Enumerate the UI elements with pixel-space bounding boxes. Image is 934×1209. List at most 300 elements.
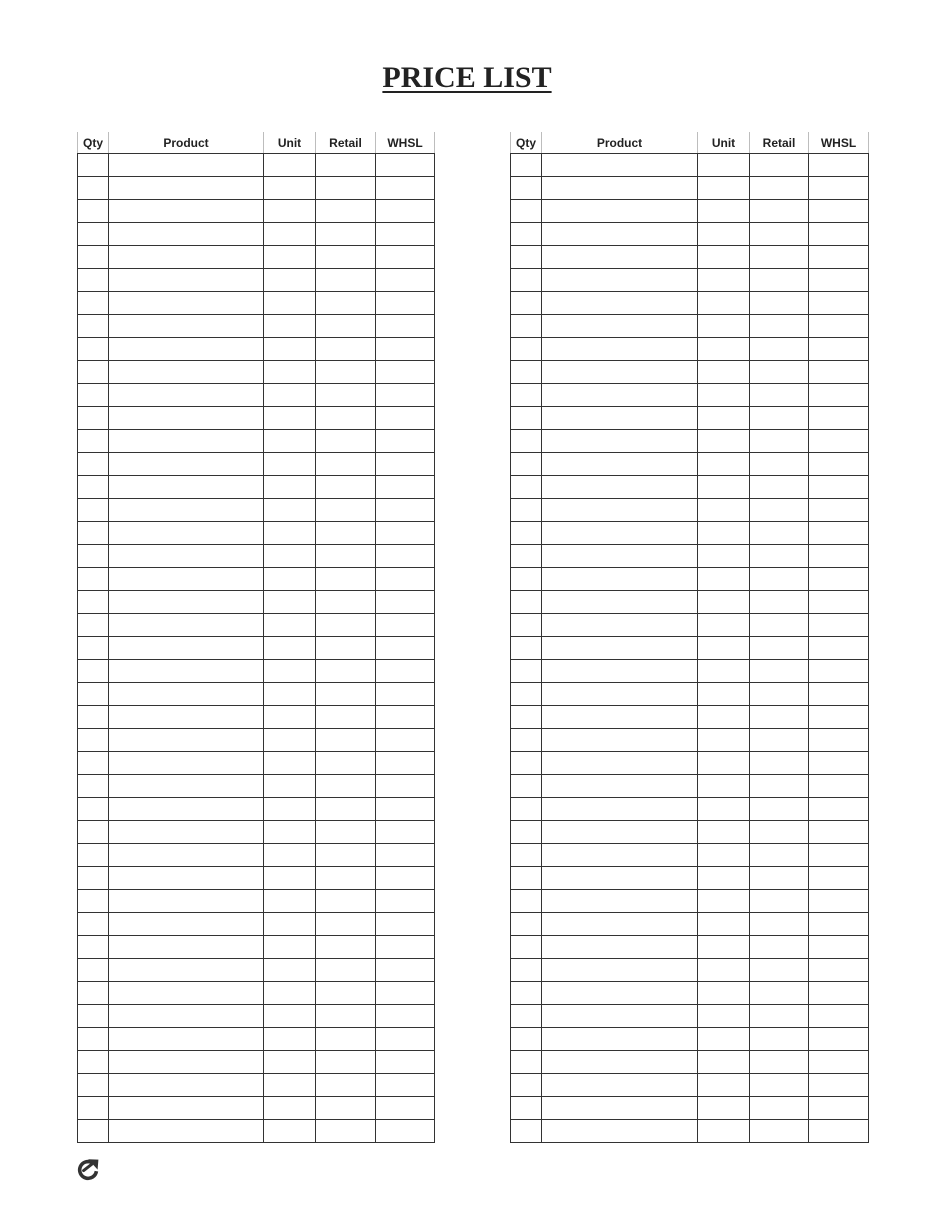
- table-row: [78, 683, 435, 706]
- unit-cell: [698, 407, 750, 430]
- whsl-cell: [376, 798, 435, 821]
- qty-cell: [78, 729, 109, 752]
- unit-cell: [698, 614, 750, 637]
- qty-cell: [78, 246, 109, 269]
- qty-cell: [78, 568, 109, 591]
- retail-cell: [750, 821, 809, 844]
- retail-cell: [316, 959, 376, 982]
- whsl-cell: [809, 936, 869, 959]
- whsl-cell: [376, 430, 435, 453]
- whsl-cell: [376, 959, 435, 982]
- unit-cell: [698, 591, 750, 614]
- unit-cell: [698, 315, 750, 338]
- qty-cell: [78, 476, 109, 499]
- retail-cell: [750, 890, 809, 913]
- table-row: [78, 637, 435, 660]
- column-header-whsl: WHSL: [809, 132, 869, 154]
- table-row: [511, 614, 869, 637]
- table-row: [511, 407, 869, 430]
- table-row: [78, 453, 435, 476]
- table-row: [78, 775, 435, 798]
- column-header-whsl: WHSL: [376, 132, 435, 154]
- product-cell: [109, 844, 264, 867]
- retail-cell: [750, 545, 809, 568]
- retail-cell: [750, 1120, 809, 1143]
- unit-cell: [264, 775, 316, 798]
- retail-cell: [316, 384, 376, 407]
- whsl-cell: [376, 706, 435, 729]
- retail-cell: [750, 660, 809, 683]
- retail-cell: [316, 890, 376, 913]
- unit-cell: [264, 614, 316, 637]
- price-table-right: [510, 132, 869, 1143]
- table-row: [511, 1120, 869, 1143]
- product-cell: [542, 246, 698, 269]
- whsl-cell: [809, 154, 869, 177]
- retail-cell: [750, 1097, 809, 1120]
- qty-cell: [78, 545, 109, 568]
- product-cell: [542, 315, 698, 338]
- product-cell: [542, 798, 698, 821]
- unit-cell: [264, 752, 316, 775]
- qty-cell: [511, 867, 542, 890]
- qty-cell: [511, 361, 542, 384]
- table-row: [511, 890, 869, 913]
- table-row: [78, 499, 435, 522]
- product-cell: [109, 798, 264, 821]
- whsl-cell: [809, 1120, 869, 1143]
- whsl-cell: [809, 384, 869, 407]
- product-cell: [109, 591, 264, 614]
- whsl-cell: [809, 913, 869, 936]
- whsl-cell: [809, 200, 869, 223]
- unit-cell: [264, 568, 316, 591]
- whsl-cell: [809, 315, 869, 338]
- qty-cell: [511, 982, 542, 1005]
- unit-cell: [264, 292, 316, 315]
- product-cell: [542, 177, 698, 200]
- product-cell: [109, 890, 264, 913]
- retail-cell: [316, 453, 376, 476]
- unit-cell: [264, 729, 316, 752]
- qty-cell: [78, 660, 109, 683]
- retail-cell: [316, 545, 376, 568]
- product-cell: [109, 637, 264, 660]
- column-header-retail: Retail: [316, 132, 376, 154]
- qty-cell: [511, 1005, 542, 1028]
- retail-cell: [750, 683, 809, 706]
- whsl-cell: [376, 1097, 435, 1120]
- table-row: [511, 683, 869, 706]
- whsl-cell: [376, 844, 435, 867]
- unit-cell: [264, 798, 316, 821]
- unit-cell: [698, 844, 750, 867]
- unit-cell: [264, 844, 316, 867]
- table-body-right: [511, 154, 869, 1143]
- product-cell: [542, 1005, 698, 1028]
- qty-cell: [511, 660, 542, 683]
- table-row: [78, 361, 435, 384]
- product-cell: [109, 660, 264, 683]
- whsl-cell: [809, 591, 869, 614]
- column-header-unit: Unit: [264, 132, 316, 154]
- product-cell: [542, 522, 698, 545]
- retail-cell: [750, 568, 809, 591]
- whsl-cell: [376, 338, 435, 361]
- product-cell: [542, 1097, 698, 1120]
- qty-cell: [78, 361, 109, 384]
- product-cell: [109, 545, 264, 568]
- qty-cell: [78, 821, 109, 844]
- table-row: [511, 982, 869, 1005]
- table-row: [511, 1051, 869, 1074]
- whsl-cell: [809, 752, 869, 775]
- unit-cell: [264, 637, 316, 660]
- product-cell: [109, 522, 264, 545]
- unit-cell: [698, 683, 750, 706]
- whsl-cell: [376, 982, 435, 1005]
- column-header-unit: Unit: [698, 132, 750, 154]
- whsl-cell: [809, 223, 869, 246]
- qty-cell: [78, 1028, 109, 1051]
- unit-cell: [698, 660, 750, 683]
- whsl-cell: [376, 614, 435, 637]
- unit-cell: [698, 959, 750, 982]
- whsl-cell: [809, 660, 869, 683]
- unit-cell: [698, 729, 750, 752]
- unit-cell: [264, 706, 316, 729]
- retail-cell: [316, 1051, 376, 1074]
- unit-cell: [698, 361, 750, 384]
- product-cell: [109, 1005, 264, 1028]
- qty-cell: [511, 453, 542, 476]
- product-cell: [109, 499, 264, 522]
- retail-cell: [750, 1051, 809, 1074]
- retail-cell: [316, 982, 376, 1005]
- retail-cell: [316, 775, 376, 798]
- qty-cell: [78, 1005, 109, 1028]
- product-cell: [542, 154, 698, 177]
- qty-cell: [78, 269, 109, 292]
- table-row: [78, 246, 435, 269]
- product-cell: [109, 407, 264, 430]
- qty-cell: [78, 775, 109, 798]
- unit-cell: [264, 683, 316, 706]
- retail-cell: [316, 499, 376, 522]
- retail-cell: [316, 752, 376, 775]
- table-row: [78, 200, 435, 223]
- qty-cell: [511, 1120, 542, 1143]
- table-row: [511, 591, 869, 614]
- qty-cell: [78, 1051, 109, 1074]
- qty-cell: [511, 1051, 542, 1074]
- product-cell: [109, 936, 264, 959]
- whsl-cell: [376, 200, 435, 223]
- table-row: [78, 292, 435, 315]
- qty-cell: [78, 1097, 109, 1120]
- retail-cell: [750, 1028, 809, 1051]
- retail-cell: [750, 982, 809, 1005]
- product-cell: [109, 913, 264, 936]
- unit-cell: [264, 821, 316, 844]
- table-row: [78, 154, 435, 177]
- column-header-qty: Qty: [78, 132, 109, 154]
- product-cell: [109, 1097, 264, 1120]
- retail-cell: [316, 315, 376, 338]
- product-cell: [109, 1051, 264, 1074]
- unit-cell: [698, 430, 750, 453]
- qty-cell: [511, 1097, 542, 1120]
- table-row: [511, 959, 869, 982]
- product-cell: [542, 913, 698, 936]
- whsl-cell: [809, 1097, 869, 1120]
- product-cell: [109, 453, 264, 476]
- product-cell: [542, 430, 698, 453]
- qty-cell: [78, 890, 109, 913]
- whsl-cell: [809, 683, 869, 706]
- qty-cell: [511, 1074, 542, 1097]
- table-row: [511, 798, 869, 821]
- retail-cell: [750, 384, 809, 407]
- whsl-cell: [809, 1005, 869, 1028]
- whsl-cell: [809, 821, 869, 844]
- header-row: [511, 132, 869, 154]
- product-cell: [542, 867, 698, 890]
- unit-cell: [698, 1074, 750, 1097]
- product-cell: [109, 177, 264, 200]
- product-cell: [542, 453, 698, 476]
- qty-cell: [78, 683, 109, 706]
- product-cell: [542, 637, 698, 660]
- unit-cell: [698, 821, 750, 844]
- table-row: [511, 729, 869, 752]
- qty-cell: [78, 591, 109, 614]
- unit-cell: [698, 706, 750, 729]
- unit-cell: [264, 1120, 316, 1143]
- refresh-arrow-logo-icon: [76, 1158, 100, 1182]
- retail-cell: [750, 361, 809, 384]
- qty-cell: [78, 1120, 109, 1143]
- whsl-cell: [376, 913, 435, 936]
- whsl-cell: [376, 1005, 435, 1028]
- qty-cell: [511, 568, 542, 591]
- unit-cell: [698, 453, 750, 476]
- table-row: [78, 338, 435, 361]
- retail-cell: [750, 177, 809, 200]
- table-row: [78, 315, 435, 338]
- retail-cell: [316, 729, 376, 752]
- table-row: [511, 476, 869, 499]
- product-cell: [542, 821, 698, 844]
- table-row: [78, 407, 435, 430]
- qty-cell: [511, 315, 542, 338]
- qty-cell: [78, 384, 109, 407]
- whsl-cell: [376, 1120, 435, 1143]
- retail-cell: [750, 1005, 809, 1028]
- retail-cell: [750, 476, 809, 499]
- qty-cell: [511, 591, 542, 614]
- product-cell: [542, 959, 698, 982]
- retail-cell: [750, 453, 809, 476]
- qty-cell: [511, 292, 542, 315]
- retail-cell: [316, 1005, 376, 1028]
- retail-cell: [316, 683, 376, 706]
- table-row: [511, 338, 869, 361]
- table-row: [78, 1074, 435, 1097]
- unit-cell: [264, 269, 316, 292]
- product-cell: [109, 384, 264, 407]
- unit-cell: [264, 223, 316, 246]
- retail-cell: [316, 821, 376, 844]
- retail-cell: [316, 430, 376, 453]
- unit-cell: [264, 660, 316, 683]
- product-cell: [542, 1074, 698, 1097]
- page-title: [0, 60, 934, 96]
- table-row: [78, 982, 435, 1005]
- table-row: [511, 269, 869, 292]
- retail-cell: [750, 637, 809, 660]
- whsl-cell: [376, 384, 435, 407]
- product-cell: [109, 982, 264, 1005]
- whsl-cell: [809, 867, 869, 890]
- retail-cell: [750, 591, 809, 614]
- retail-cell: [750, 706, 809, 729]
- qty-cell: [511, 269, 542, 292]
- product-cell: [109, 430, 264, 453]
- retail-cell: [316, 1074, 376, 1097]
- qty-cell: [511, 936, 542, 959]
- product-cell: [109, 200, 264, 223]
- unit-cell: [698, 223, 750, 246]
- retail-cell: [316, 1120, 376, 1143]
- retail-cell: [750, 959, 809, 982]
- unit-cell: [698, 499, 750, 522]
- table-row: [78, 430, 435, 453]
- table-row: [78, 1120, 435, 1143]
- unit-cell: [264, 890, 316, 913]
- whsl-cell: [809, 453, 869, 476]
- whsl-cell: [809, 798, 869, 821]
- product-cell: [109, 292, 264, 315]
- unit-cell: [264, 545, 316, 568]
- whsl-cell: [376, 453, 435, 476]
- table-row: [511, 936, 869, 959]
- retail-cell: [750, 292, 809, 315]
- whsl-cell: [809, 729, 869, 752]
- qty-cell: [78, 315, 109, 338]
- table-row: [78, 522, 435, 545]
- product-cell: [542, 1028, 698, 1051]
- unit-cell: [698, 1120, 750, 1143]
- whsl-cell: [376, 936, 435, 959]
- unit-cell: [698, 522, 750, 545]
- table-row: [511, 223, 869, 246]
- retail-cell: [750, 614, 809, 637]
- column-header-product: Product: [542, 132, 698, 154]
- qty-cell: [78, 453, 109, 476]
- product-cell: [109, 154, 264, 177]
- qty-cell: [78, 614, 109, 637]
- retail-cell: [316, 522, 376, 545]
- qty-cell: [78, 522, 109, 545]
- whsl-cell: [809, 614, 869, 637]
- qty-cell: [511, 752, 542, 775]
- retail-cell: [750, 499, 809, 522]
- table-row: [511, 867, 869, 890]
- qty-cell: [511, 614, 542, 637]
- product-cell: [542, 775, 698, 798]
- unit-cell: [698, 246, 750, 269]
- product-cell: [109, 568, 264, 591]
- retail-cell: [316, 614, 376, 637]
- unit-cell: [698, 269, 750, 292]
- table-row: [78, 1051, 435, 1074]
- unit-cell: [264, 453, 316, 476]
- retail-cell: [316, 200, 376, 223]
- retail-cell: [316, 706, 376, 729]
- retail-cell: [750, 223, 809, 246]
- whsl-cell: [809, 568, 869, 591]
- unit-cell: [264, 476, 316, 499]
- retail-cell: [316, 913, 376, 936]
- unit-cell: [698, 637, 750, 660]
- whsl-cell: [376, 867, 435, 890]
- whsl-cell: [809, 844, 869, 867]
- unit-cell: [698, 545, 750, 568]
- retail-cell: [750, 246, 809, 269]
- unit-cell: [264, 200, 316, 223]
- qty-cell: [511, 706, 542, 729]
- product-cell: [542, 545, 698, 568]
- unit-cell: [698, 1051, 750, 1074]
- whsl-cell: [809, 522, 869, 545]
- whsl-cell: [809, 430, 869, 453]
- table-row: [511, 522, 869, 545]
- product-cell: [109, 729, 264, 752]
- qty-cell: [511, 223, 542, 246]
- whsl-cell: [376, 683, 435, 706]
- product-cell: [542, 1051, 698, 1074]
- whsl-cell: [809, 545, 869, 568]
- whsl-cell: [376, 660, 435, 683]
- unit-cell: [264, 177, 316, 200]
- retail-cell: [316, 246, 376, 269]
- unit-cell: [264, 522, 316, 545]
- table-row: [511, 775, 869, 798]
- table-row: [78, 1097, 435, 1120]
- product-cell: [109, 752, 264, 775]
- unit-cell: [264, 1097, 316, 1120]
- table-row: [78, 821, 435, 844]
- table-row: [78, 1005, 435, 1028]
- table-row: [511, 1074, 869, 1097]
- product-cell: [109, 867, 264, 890]
- whsl-cell: [809, 407, 869, 430]
- retail-cell: [316, 154, 376, 177]
- retail-cell: [316, 361, 376, 384]
- qty-cell: [78, 223, 109, 246]
- qty-cell: [78, 752, 109, 775]
- whsl-cell: [376, 1051, 435, 1074]
- unit-cell: [698, 913, 750, 936]
- whsl-cell: [809, 959, 869, 982]
- retail-cell: [316, 1097, 376, 1120]
- unit-cell: [264, 430, 316, 453]
- retail-cell: [750, 1074, 809, 1097]
- unit-cell: [698, 384, 750, 407]
- qty-cell: [511, 821, 542, 844]
- table-row: [511, 637, 869, 660]
